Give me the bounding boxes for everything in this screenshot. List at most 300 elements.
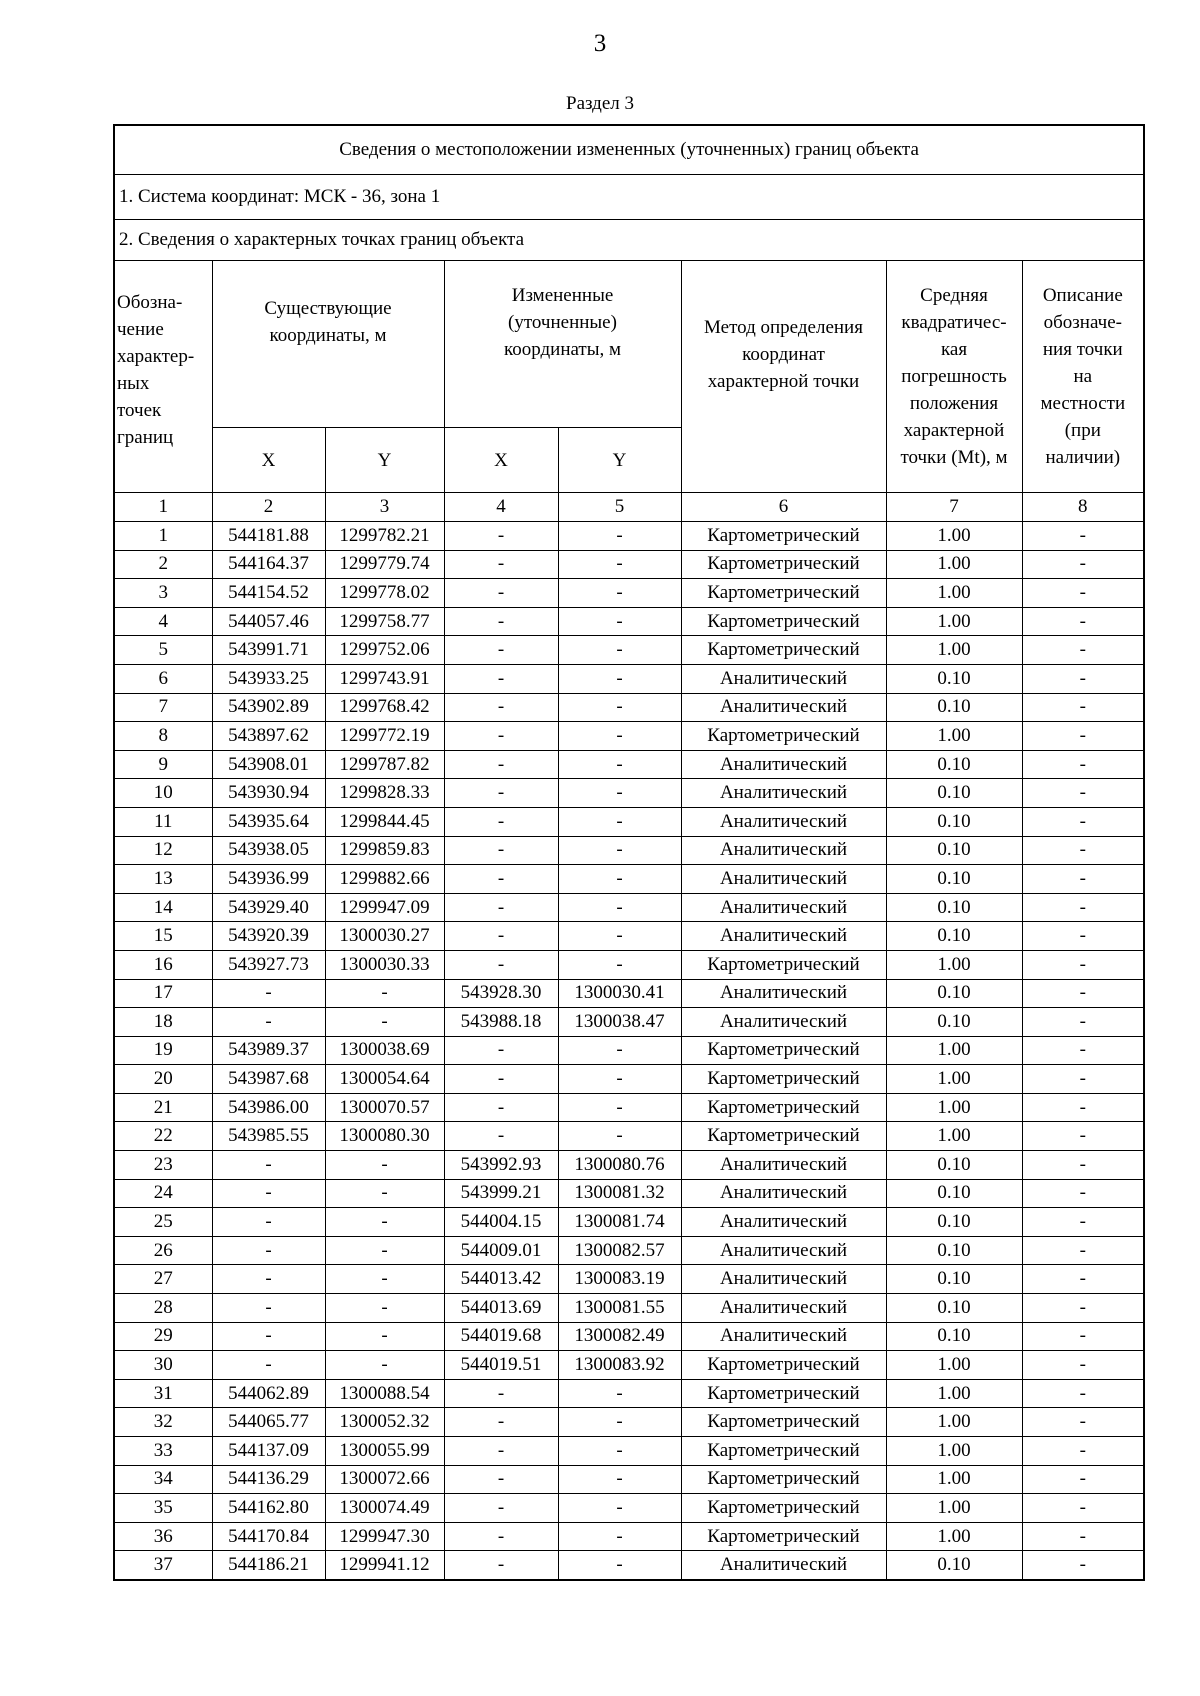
cell-changed-x: - — [444, 1551, 558, 1580]
cell-existing-y: - — [325, 1322, 444, 1351]
cell-changed-x: 544019.68 — [444, 1322, 558, 1351]
cell-existing-x: 543897.62 — [212, 722, 325, 751]
cell-method: Аналитический — [681, 807, 886, 836]
cell-method: Аналитический — [681, 1208, 886, 1237]
cell-error: 0.10 — [886, 922, 1022, 951]
cell-changed-y: - — [558, 1465, 681, 1494]
cell-error: 0.10 — [886, 779, 1022, 808]
cell-error: 0.10 — [886, 750, 1022, 779]
cell-changed-x: 543928.30 — [444, 979, 558, 1008]
table-row — [114, 550, 1144, 579]
cell-method: Аналитический — [681, 893, 886, 922]
cell-description: - — [1022, 950, 1144, 979]
table-row — [114, 922, 1144, 951]
cell-existing-x: 544162.80 — [212, 1494, 325, 1523]
header-existing-x: X — [212, 428, 325, 493]
cell-point-number: 37 — [114, 1551, 212, 1580]
cell-point-number: 13 — [114, 865, 212, 894]
coordinate-system: 1. Система координат: МСК - 36, зона 1 — [114, 175, 1144, 220]
cell-changed-y: - — [558, 664, 681, 693]
cell-changed-x: - — [444, 1408, 558, 1437]
cell-point-number: 36 — [114, 1522, 212, 1551]
cell-method: Аналитический — [681, 1151, 886, 1180]
cell-changed-y: - — [558, 922, 681, 951]
cell-existing-x: 544186.21 — [212, 1551, 325, 1580]
table-row — [114, 1551, 1144, 1580]
cell-method: Картометрический — [681, 607, 886, 636]
cell-changed-x: - — [444, 664, 558, 693]
column-number: 4 — [444, 493, 558, 522]
cell-point-number: 14 — [114, 893, 212, 922]
cell-existing-x: 543929.40 — [212, 893, 325, 922]
cell-existing-y: 1299743.91 — [325, 664, 444, 693]
cell-existing-y: 1299772.19 — [325, 722, 444, 751]
cell-error: 0.10 — [886, 893, 1022, 922]
cell-changed-y: - — [558, 950, 681, 979]
column-number: 1 — [114, 493, 212, 522]
cell-changed-y: - — [558, 1408, 681, 1437]
cell-existing-y: 1299758.77 — [325, 607, 444, 636]
cell-existing-y: - — [325, 1208, 444, 1237]
header-existing-text: Существующие координаты, м — [264, 298, 392, 346]
cell-existing-y: 1299844.45 — [325, 807, 444, 836]
cell-existing-x: - — [212, 1151, 325, 1180]
cell-point-number: 28 — [114, 1294, 212, 1323]
cell-existing-y: 1299828.33 — [325, 779, 444, 808]
cell-point-number: 16 — [114, 950, 212, 979]
table-row — [114, 664, 1144, 693]
header-error-text: Средняя квадратичес- кая погрешность положения характерной точки (Mt), м — [900, 285, 1008, 468]
cell-description: - — [1022, 1236, 1144, 1265]
cell-existing-x: 544062.89 — [212, 1379, 325, 1408]
table-row — [114, 807, 1144, 836]
cell-changed-x: 544004.15 — [444, 1208, 558, 1237]
column-number: 8 — [1022, 493, 1144, 522]
table-row — [114, 1065, 1144, 1094]
cell-point-number: 18 — [114, 1008, 212, 1037]
cell-existing-y: 1300055.99 — [325, 1437, 444, 1466]
table-row — [114, 636, 1144, 665]
cell-error: 0.10 — [886, 1208, 1022, 1237]
cell-error: 1.00 — [886, 522, 1022, 551]
cell-changed-y: - — [558, 636, 681, 665]
cell-error: 1.00 — [886, 1093, 1022, 1122]
cell-error: 0.10 — [886, 1179, 1022, 1208]
cell-changed-y: - — [558, 1551, 681, 1580]
table-row — [114, 1379, 1144, 1408]
table-row — [114, 1008, 1144, 1037]
cell-point-number: 4 — [114, 607, 212, 636]
cell-method: Аналитический — [681, 779, 886, 808]
cell-method: Аналитический — [681, 1265, 886, 1294]
cell-changed-x: - — [444, 550, 558, 579]
cell-error: 1.00 — [886, 1465, 1022, 1494]
column-number: 3 — [325, 493, 444, 522]
cell-existing-y: - — [325, 1236, 444, 1265]
cell-changed-y: - — [558, 607, 681, 636]
cell-error: 1.00 — [886, 1408, 1022, 1437]
cell-description: - — [1022, 522, 1144, 551]
cell-description: - — [1022, 1322, 1144, 1351]
cell-error: 0.10 — [886, 1322, 1022, 1351]
cell-description: - — [1022, 1036, 1144, 1065]
cell-changed-y: - — [558, 865, 681, 894]
cell-changed-y: - — [558, 1093, 681, 1122]
cell-changed-y: - — [558, 893, 681, 922]
cell-point-number: 19 — [114, 1036, 212, 1065]
cell-point-number: 23 — [114, 1151, 212, 1180]
cell-point-number: 10 — [114, 779, 212, 808]
cell-method: Аналитический — [681, 750, 886, 779]
table-row — [114, 1437, 1144, 1466]
cell-existing-x: 543991.71 — [212, 636, 325, 665]
cell-existing-y: 1299782.21 — [325, 522, 444, 551]
cell-method: Аналитический — [681, 979, 886, 1008]
cell-method: Картометрический — [681, 1408, 886, 1437]
cell-description: - — [1022, 579, 1144, 608]
header-changed-coords — [444, 261, 681, 428]
cell-method: Картометрический — [681, 950, 886, 979]
column-number: 5 — [558, 493, 681, 522]
cell-error: 0.10 — [886, 1236, 1022, 1265]
cell-changed-x: - — [444, 722, 558, 751]
cell-method: Картометрический — [681, 579, 886, 608]
cell-existing-x: 544164.37 — [212, 550, 325, 579]
cell-existing-y: - — [325, 1294, 444, 1323]
table-row — [114, 722, 1144, 751]
column-number: 7 — [886, 493, 1022, 522]
cell-method: Картометрический — [681, 550, 886, 579]
cell-changed-y: - — [558, 722, 681, 751]
cell-method: Картометрический — [681, 1437, 886, 1466]
cell-point-number: 8 — [114, 722, 212, 751]
cell-method: Аналитический — [681, 865, 886, 894]
cell-error: 0.10 — [886, 693, 1022, 722]
table-row — [114, 1322, 1144, 1351]
cell-existing-x: - — [212, 1322, 325, 1351]
cell-description: - — [1022, 1294, 1144, 1323]
cell-existing-x: 543936.99 — [212, 865, 325, 894]
cell-changed-x: - — [444, 636, 558, 665]
cell-existing-x: 543930.94 — [212, 779, 325, 808]
cell-existing-x: - — [212, 1294, 325, 1323]
points-heading: 2. Сведения о характерных точках границ объекта — [114, 220, 1144, 261]
cell-point-number: 32 — [114, 1408, 212, 1437]
table-body — [114, 522, 1144, 1580]
cell-changed-x: - — [444, 1494, 558, 1523]
cell-existing-x: - — [212, 979, 325, 1008]
cell-description: - — [1022, 664, 1144, 693]
cell-point-number: 25 — [114, 1208, 212, 1237]
table-row — [114, 1236, 1144, 1265]
cell-point-number: 33 — [114, 1437, 212, 1466]
cell-description: - — [1022, 1065, 1144, 1094]
cell-changed-y: - — [558, 1494, 681, 1523]
cell-changed-x: - — [444, 607, 558, 636]
cell-changed-y: - — [558, 836, 681, 865]
cell-changed-y: 1300082.57 — [558, 1236, 681, 1265]
header-changed-text: Измененные (уточненные) координаты, м — [503, 284, 622, 360]
cell-existing-x: - — [212, 1236, 325, 1265]
cell-point-number: 24 — [114, 1179, 212, 1208]
cell-existing-y: 1300030.33 — [325, 950, 444, 979]
table-row — [114, 1465, 1144, 1494]
cell-existing-x: 543935.64 — [212, 807, 325, 836]
cell-existing-y: - — [325, 1265, 444, 1294]
column-number-row — [114, 493, 1144, 522]
cell-description: - — [1022, 1265, 1144, 1294]
cell-description: - — [1022, 722, 1144, 751]
boundary-points-table — [113, 124, 1145, 1581]
header-changed-x: X — [444, 428, 558, 493]
cell-changed-x: - — [444, 779, 558, 808]
cell-existing-x: 544057.46 — [212, 607, 325, 636]
cell-changed-x: 543988.18 — [444, 1008, 558, 1037]
cell-point-number: 3 — [114, 579, 212, 608]
cell-changed-y: 1300083.92 — [558, 1351, 681, 1380]
header-changed-y: Y — [558, 428, 681, 493]
cell-existing-y: 1300052.32 — [325, 1408, 444, 1437]
cell-existing-x: 544170.84 — [212, 1522, 325, 1551]
cell-changed-x: - — [444, 522, 558, 551]
cell-changed-y: - — [558, 693, 681, 722]
cell-description: - — [1022, 550, 1144, 579]
cell-description: - — [1022, 1379, 1144, 1408]
cell-error: 0.10 — [886, 1265, 1022, 1294]
cell-error: 1.00 — [886, 550, 1022, 579]
cell-existing-y: 1300030.27 — [325, 922, 444, 951]
cell-description: - — [1022, 1494, 1144, 1523]
cell-changed-y: - — [558, 750, 681, 779]
cell-changed-x: - — [444, 893, 558, 922]
cell-description: - — [1022, 1408, 1144, 1437]
cell-changed-x: - — [444, 865, 558, 894]
page-number: 3 — [593, 30, 607, 57]
cell-existing-y: 1300074.49 — [325, 1494, 444, 1523]
cell-description: - — [1022, 1551, 1144, 1580]
cell-existing-y: 1300080.30 — [325, 1122, 444, 1151]
cell-existing-y: 1300038.69 — [325, 1036, 444, 1065]
cell-point-number: 7 — [114, 693, 212, 722]
cell-existing-y: 1299768.42 — [325, 693, 444, 722]
cell-point-number: 5 — [114, 636, 212, 665]
cell-point-number: 2 — [114, 550, 212, 579]
cell-description: - — [1022, 779, 1144, 808]
cell-changed-y: - — [558, 1379, 681, 1408]
table-row — [114, 865, 1144, 894]
cell-existing-y: 1299882.66 — [325, 865, 444, 894]
cell-changed-x: - — [444, 836, 558, 865]
cell-existing-y: 1299787.82 — [325, 750, 444, 779]
table-row — [114, 979, 1144, 1008]
table-row — [114, 950, 1144, 979]
cell-description: - — [1022, 636, 1144, 665]
cell-point-number: 35 — [114, 1494, 212, 1523]
cell-error: 0.10 — [886, 807, 1022, 836]
cell-error: 1.00 — [886, 1351, 1022, 1380]
cell-existing-y: 1299779.74 — [325, 550, 444, 579]
cell-description: - — [1022, 836, 1144, 865]
header-error — [886, 261, 1022, 493]
table-row — [114, 1408, 1144, 1437]
cell-description: - — [1022, 893, 1144, 922]
cell-point-number: 21 — [114, 1093, 212, 1122]
header-existing-y: Y — [325, 428, 444, 493]
cell-point-number: 26 — [114, 1236, 212, 1265]
cell-changed-y: 1300081.55 — [558, 1294, 681, 1323]
cell-method: Аналитический — [681, 1322, 886, 1351]
cell-existing-x: 543920.39 — [212, 922, 325, 951]
cell-changed-x: - — [444, 693, 558, 722]
cell-description: - — [1022, 979, 1144, 1008]
cell-error: 0.10 — [886, 865, 1022, 894]
cell-existing-x: 543908.01 — [212, 750, 325, 779]
cell-changed-x: - — [444, 950, 558, 979]
cell-method: Картометрический — [681, 1036, 886, 1065]
cell-changed-y: 1300083.19 — [558, 1265, 681, 1294]
cell-error: 1.00 — [886, 1437, 1022, 1466]
cell-point-number: 12 — [114, 836, 212, 865]
cell-changed-x: - — [444, 579, 558, 608]
cell-description: - — [1022, 693, 1144, 722]
cell-existing-y: 1300054.64 — [325, 1065, 444, 1094]
cell-description: - — [1022, 1522, 1144, 1551]
cell-method: Аналитический — [681, 1294, 886, 1323]
cell-description: - — [1022, 807, 1144, 836]
cell-method: Аналитический — [681, 664, 886, 693]
cell-changed-y: - — [558, 1036, 681, 1065]
cell-point-number: 9 — [114, 750, 212, 779]
cell-existing-y: 1299752.06 — [325, 636, 444, 665]
cell-changed-y: 1300030.41 — [558, 979, 681, 1008]
cell-error: 0.10 — [886, 1551, 1022, 1580]
cell-changed-y: - — [558, 807, 681, 836]
cell-error: 1.00 — [886, 1522, 1022, 1551]
table-row — [114, 836, 1144, 865]
cell-description: - — [1022, 865, 1144, 894]
cell-existing-x: 544137.09 — [212, 1437, 325, 1466]
cell-error: 0.10 — [886, 664, 1022, 693]
cell-existing-x: 543938.05 — [212, 836, 325, 865]
cell-existing-x: - — [212, 1008, 325, 1037]
section-label: Раздел 3 — [566, 93, 634, 114]
cell-changed-x: - — [444, 922, 558, 951]
cell-description: - — [1022, 1008, 1144, 1037]
cell-method: Аналитический — [681, 693, 886, 722]
cell-point-number: 27 — [114, 1265, 212, 1294]
cell-point-number: 30 — [114, 1351, 212, 1380]
table-row — [114, 1351, 1144, 1380]
cell-changed-x: - — [444, 1093, 558, 1122]
cell-existing-x: 544065.77 — [212, 1408, 325, 1437]
cell-existing-y: - — [325, 1008, 444, 1037]
cell-method: Картометрический — [681, 722, 886, 751]
cell-point-number: 1 — [114, 522, 212, 551]
cell-error: 1.00 — [886, 1036, 1022, 1065]
header-description — [1022, 261, 1144, 493]
cell-method: Картометрический — [681, 1379, 886, 1408]
cell-error: 0.10 — [886, 979, 1022, 1008]
header-method — [681, 261, 886, 493]
cell-existing-y: 1299947.30 — [325, 1522, 444, 1551]
cell-error: 1.00 — [886, 1122, 1022, 1151]
cell-method: Аналитический — [681, 922, 886, 951]
table-row — [114, 1265, 1144, 1294]
cell-method: Картометрический — [681, 1465, 886, 1494]
cell-existing-x: 544181.88 — [212, 522, 325, 551]
cell-changed-x: 544013.42 — [444, 1265, 558, 1294]
table-row — [114, 779, 1144, 808]
cell-description: - — [1022, 1151, 1144, 1180]
table-row — [114, 1122, 1144, 1151]
cell-changed-x: 544019.51 — [444, 1351, 558, 1380]
cell-description: - — [1022, 1351, 1144, 1380]
cell-point-number: 15 — [114, 922, 212, 951]
cell-changed-x: 544009.01 — [444, 1236, 558, 1265]
cell-changed-x: - — [444, 1036, 558, 1065]
cell-method: Картометрический — [681, 1351, 886, 1380]
cell-existing-x: 544136.29 — [212, 1465, 325, 1494]
cell-changed-y: - — [558, 522, 681, 551]
cell-changed-y: - — [558, 1522, 681, 1551]
cell-changed-y: 1300081.32 — [558, 1179, 681, 1208]
cell-method: Картометрический — [681, 1522, 886, 1551]
cell-error: 0.10 — [886, 836, 1022, 865]
cell-error: 1.00 — [886, 1065, 1022, 1094]
cell-method: Картометрический — [681, 636, 886, 665]
cell-existing-y: - — [325, 1179, 444, 1208]
cell-existing-y: 1299947.09 — [325, 893, 444, 922]
header-method-text: Метод определения координат характерной точки — [704, 317, 863, 392]
table-row — [114, 1208, 1144, 1237]
cell-existing-y: 1300088.54 — [325, 1379, 444, 1408]
table-row — [114, 1522, 1144, 1551]
cell-description: - — [1022, 1093, 1144, 1122]
cell-changed-y: - — [558, 1065, 681, 1094]
cell-point-number: 22 — [114, 1122, 212, 1151]
cell-changed-y: - — [558, 779, 681, 808]
cell-existing-y: - — [325, 1151, 444, 1180]
table-title: Сведения о местоположении измененных (уточненных) границ объекта — [114, 125, 1144, 175]
cell-error: 1.00 — [886, 950, 1022, 979]
table-row — [114, 1179, 1144, 1208]
cell-existing-x: - — [212, 1208, 325, 1237]
table-row — [114, 1294, 1144, 1323]
table-row — [114, 579, 1144, 608]
cell-changed-x: - — [444, 1122, 558, 1151]
cell-error: 1.00 — [886, 1379, 1022, 1408]
table-row — [114, 1093, 1144, 1122]
table-row — [114, 607, 1144, 636]
cell-existing-x: 543933.25 — [212, 664, 325, 693]
cell-error: 1.00 — [886, 1494, 1022, 1523]
cell-changed-x: - — [444, 1522, 558, 1551]
cell-existing-y: - — [325, 1351, 444, 1380]
cell-method: Аналитический — [681, 1236, 886, 1265]
cell-description: - — [1022, 1122, 1144, 1151]
cell-existing-y: 1300072.66 — [325, 1465, 444, 1494]
cell-changed-y: 1300081.74 — [558, 1208, 681, 1237]
cell-description: - — [1022, 1179, 1144, 1208]
table-row — [114, 893, 1144, 922]
cell-point-number: 31 — [114, 1379, 212, 1408]
cell-changed-x: 543992.93 — [444, 1151, 558, 1180]
cell-description: - — [1022, 1208, 1144, 1237]
cell-existing-x: 543986.00 — [212, 1093, 325, 1122]
cell-changed-y: 1300038.47 — [558, 1008, 681, 1037]
cell-existing-x: 543927.73 — [212, 950, 325, 979]
header-description-text: Описание обозначе- ния точки на местности (при наличии) — [1040, 285, 1126, 468]
